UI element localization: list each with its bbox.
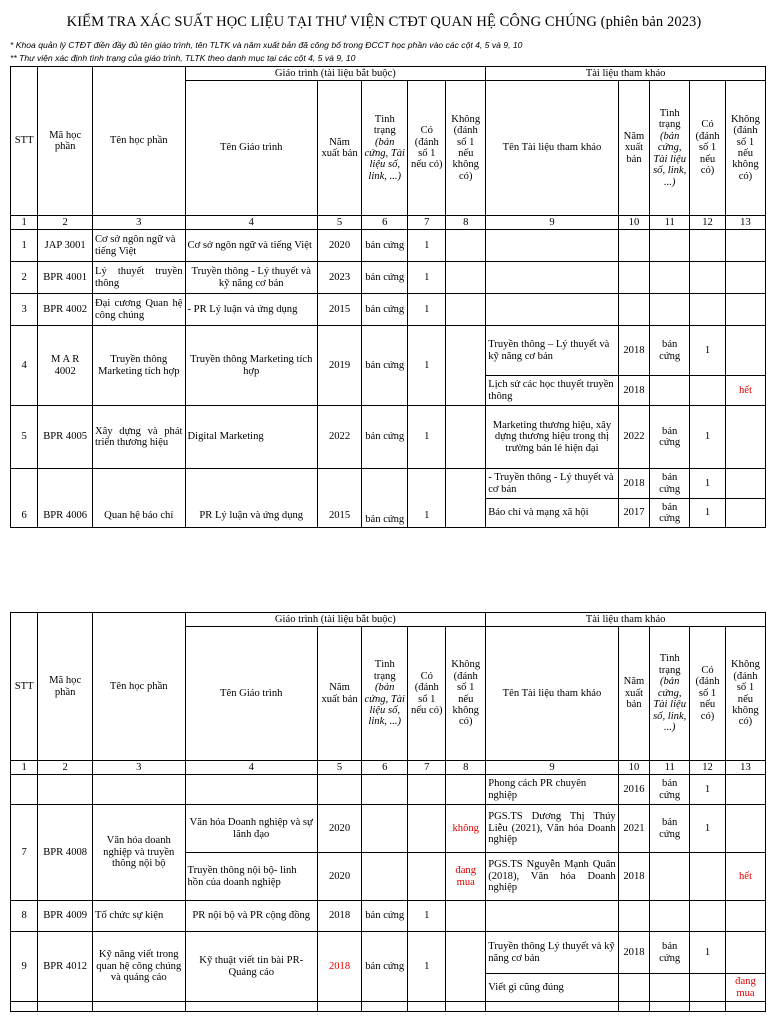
header-ten-hoc-phan: Tên học phần: [92, 67, 185, 216]
header-nam-xuat-ban-tk: Năm xuất bản: [618, 627, 650, 761]
header-khong-tk: Không (đánh số 1 nếu không có): [725, 81, 765, 216]
table-row: Lịch sử các học thuyết truyền thông 2018 hết: [11, 376, 766, 406]
header-ten-tai-lieu-tham-khao: Tên Tài liệu tham khảo: [486, 627, 618, 761]
table-row: 9 BPR 4012 Kỹ năng viết trong quan hệ công chúng và quảng cáo Kỹ thuật viết tin bài PR- Quảng cáo 2018 bản cứng 1 Truyền thông Lý thuyết và kỹ năng cơ bản 2018 bản cứng 1: [11, 932, 766, 974]
table-page-1: [10, 66, 766, 528]
column-number-row: 1 2 3 4 5 6 7 8 9 10 11 12 13: [11, 761, 766, 775]
header-co-tk: Có (đánh số 1 nếu có): [690, 627, 726, 761]
header-khong: Không (đánh số 1 nếu không có): [446, 81, 486, 216]
table-row: Truyền thông nội bộ- linh hồn của doanh nghiệp 2020 đang mua PGS.TS Nguyễn Mạnh Quân (2018), Văn hóa Doanh nghiệp 2018 hết: [11, 853, 766, 901]
header-ten-hoc-phan: Tên học phần: [92, 613, 185, 761]
table-row: [11, 1002, 766, 1012]
header-tinh-trang: Tình trạng (bản cứng, Tài liệu số, link, ...): [362, 627, 408, 761]
header-khong-tk: Không (đánh số 1 nếu không có): [725, 627, 765, 761]
column-number-row: 1 2 3 4 5 6 7 8 9 10 11 12 13: [11, 216, 766, 230]
header-tinh-trang-tk: Tình trạng (bản cứng, Tài liệu số, link, ...): [650, 627, 690, 761]
header-nam-xuat-ban: Năm xuất bản: [317, 81, 361, 216]
header-nam-xuat-ban-tk: Năm xuất bản: [618, 81, 650, 216]
table-row: 4 M A R 4002 Truyền thông Marketing tích hợp Truyền thông Marketing tích hợp 2019 bản cứng 1 Truyền thông – Lý thuyết và kỹ năng cơ bản 2018 bản cứng 1: [11, 326, 766, 376]
note-2: ** Thư viện xác định tình trạng của giáo trình, TLTK theo danh mục tại các cột 4, 5 và 9, 10: [10, 53, 356, 63]
header-ma-hoc-phan: Mã học phần: [38, 67, 93, 216]
table-row: 7 BPR 4008 Văn hóa doanh nghiệp và truyền thông nội bộ Văn hóa Doanh nghiệp và sự lãnh đạo 2020 không PGS.TS Dương Thị Thúy Liễu (2021), Văn hóa Doanh nghiệp 2021 bản cứng 1: [11, 805, 766, 853]
header-ten-giao-trinh: Tên Giáo trình: [185, 81, 317, 216]
table-page-2: [10, 612, 766, 1012]
table-row: 3 BPR 4002 Đại cương Quan hệ công chúng - PR Lý luận và ứng dụng 2015 bản cứng 1: [11, 294, 766, 326]
header-co: Có (đánh số 1 nếu có): [408, 627, 446, 761]
table-row: Phong cách PR chuyên nghiệp 2016 bản cứng 1: [11, 775, 766, 805]
header-ten-tai-lieu-tham-khao: Tên Tài liệu tham khảo: [486, 81, 618, 216]
header-group-giao-trinh: Giáo trình (tài liệu bắt buộc): [185, 613, 486, 627]
table-row: 5 BPR 4005 Xây dựng và phát triển thương hiệu Digital Marketing 2022 bản cứng 1 Marketing thương hiệu, xây dựng thương hiệu trong thị trường bán lẻ hiện đại 2022 bản cứng 1: [11, 406, 766, 469]
table-row: 6 BPR 4006 Quan hệ báo chí PR Lý luận và ứng dụng 2015 bản cứng 1 - Truyền thông - Lý thuyết và cơ bản 2018 bản cứng 1: [11, 469, 766, 499]
header-stt: STT: [11, 613, 38, 761]
header-group-giao-trinh: Giáo trình (tài liệu bắt buộc): [185, 67, 486, 81]
table-row: 2 BPR 4001 Lý thuyết truyền thông Truyền thông - Lý thuyết và kỹ năng cơ bản 2023 bản cứng 1: [11, 262, 766, 294]
header-ma-hoc-phan: Mã học phần: [38, 613, 93, 761]
header-khong: Không (đánh số 1 nếu không có): [446, 627, 486, 761]
table-row: Báo chí và mạng xã hội 2017 bản cứng 1: [11, 499, 766, 528]
header-tinh-trang-tk: Tình trạng (bản cứng, Tài liệu số, link, ...): [650, 81, 690, 216]
document-title: [0, 14, 768, 31]
title-main: KIỂM TRA XÁC SUẤT HỌC LIỆU TẠI THƯ VIỆN CTĐT QUAN HỆ CÔNG CHÚNG: [66, 14, 597, 30]
title-version: (phiên bản 2023): [600, 14, 702, 30]
header-group-tham-khao: Tài liệu tham khảo: [486, 613, 766, 627]
table-row: Viết gì cũng đúng đang mua: [11, 974, 766, 1002]
header-nam-xuat-ban: Năm xuất bản: [317, 627, 361, 761]
header-ten-giao-trinh: Tên Giáo trình: [185, 627, 317, 761]
header-tinh-trang: Tình trạng (bản cứng, Tài liệu số, link, ...): [362, 81, 408, 216]
header-co-tk: Có (đánh số 1 nếu có): [690, 81, 726, 216]
header-group-tham-khao: Tài liệu tham khảo: [486, 67, 766, 81]
header-co: Có (đánh số 1 nếu có): [408, 81, 446, 216]
header-stt: STT: [11, 67, 38, 216]
table-row: 1 JAP 3001 Cơ sở ngôn ngữ và tiếng Việt Cơ sở ngôn ngữ và tiếng Việt 2020 bản cứng 1: [11, 230, 766, 262]
note-1: * Khoa quản lý CTĐT điền đầy đủ tên giáo trình, tên TLTK và năm xuất bản đã công bố trong ĐCCT học phần vào các cột 4, 5 và 9, 10: [10, 40, 523, 50]
table-row: 8 BPR 4009 Tổ chức sự kiện PR nội bộ và PR cộng đồng 2018 bản cứng 1: [11, 901, 766, 932]
